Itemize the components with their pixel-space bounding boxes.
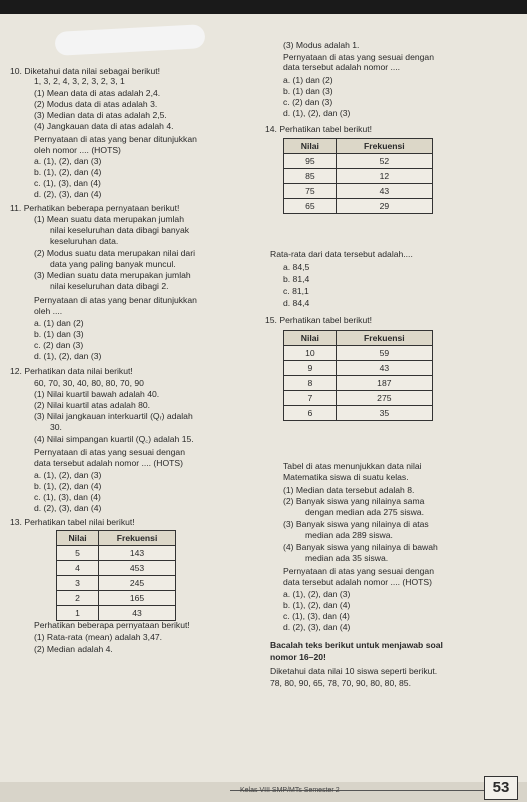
table-cell: 7: [284, 391, 337, 406]
q15-after-2: Matematika siswa di suatu kelas.: [283, 472, 409, 482]
q14-stem: 14. Perhatikan tabel berikut!: [265, 124, 373, 134]
table-cell: 43: [99, 606, 176, 621]
table-row: [284, 406, 433, 421]
table-cell: 35: [336, 406, 432, 421]
q12-option-d: d. (2), (3), dan (4): [34, 503, 102, 513]
footer-text: Kelas VIII SMP/MTs Semester 2: [240, 787, 340, 794]
table-row: [284, 184, 433, 199]
q15-statement-2b: dengan median ada 275 siswa.: [305, 507, 424, 517]
table-row: [284, 361, 433, 376]
q11-option-b: b. (1) dan (3): [34, 329, 84, 339]
q12-stem: 12. Perhatikan data nilai berikut!: [10, 366, 133, 376]
q14-table: [283, 138, 433, 214]
table-cell: 6: [284, 406, 337, 421]
table-cell: 10: [284, 346, 337, 361]
table-cell: 8: [284, 376, 337, 391]
table-header: Frekuensi: [336, 331, 432, 346]
q10-statement-1: (1) Mean data di atas adalah 2,4.: [34, 88, 161, 98]
q15-option-a: a. (1), (2), dan (3): [283, 589, 351, 599]
q12-option-a: a. (1), (2), dan (3): [34, 470, 102, 480]
table-cell: 95: [284, 154, 337, 169]
table-cell: 29: [336, 199, 432, 214]
q12-statement-3: (3) Nilai jangkauan interkuartil (Qᵣ) adalah: [34, 411, 193, 421]
q10-option-d: d. (2), (3), dan (4): [34, 189, 102, 199]
q13-prompt-2: data tersebut adalah nomor ....: [283, 62, 401, 72]
q13-after: Perhatikan beberapa pernyataan berikut!: [34, 620, 190, 630]
table-cell: 453: [99, 561, 176, 576]
q15-statement-2a: (2) Banyak siswa yang nilainya sama: [283, 496, 425, 506]
q11-option-a: a. (1) dan (2): [34, 318, 84, 328]
top-dark-strip: [0, 0, 527, 14]
table-cell: 4: [57, 561, 99, 576]
redaction-scribble: [54, 24, 205, 56]
table-header: Frekuensi: [99, 531, 176, 546]
q11-statement-2a: (2) Modus suatu data merupakan nilai dari: [34, 248, 195, 258]
essay-data: 78, 80, 90, 65, 78, 70, 90, 80, 80, 85.: [270, 678, 411, 688]
q10-statement-3: (3) Median data di atas adalah 2,5.: [34, 110, 167, 120]
essay-heading: Bacalah teks berikut untuk menjawab soal: [270, 640, 443, 650]
q12-option-c: c. (1), (3), dan (4): [34, 492, 101, 502]
table-row: [284, 391, 433, 406]
q12-statement-3b: 30.: [50, 422, 62, 432]
q10-prompt: Pernyataan di atas yang benar ditunjukkan: [34, 134, 197, 144]
q15-table: [283, 330, 433, 421]
table-cell: 43: [336, 184, 432, 199]
q11-stem: 11. Perhatikan beberapa pernyataan berikut!: [10, 203, 180, 213]
q11-prompt: Pernyataan di atas yang benar ditunjukkan: [34, 295, 197, 305]
table-cell: 165: [99, 591, 176, 606]
table-header: Nilai: [57, 531, 99, 546]
table-cell: 245: [99, 576, 176, 591]
table-cell: 12: [336, 169, 432, 184]
q14-option-a: a. 84,5: [283, 262, 310, 272]
q12-option-b: b. (1), (2), dan (4): [34, 481, 102, 491]
q12-prompt: Pernyataan di atas yang sesuai dengan: [34, 447, 185, 457]
q14-option-c: c. 81,1: [283, 286, 309, 296]
q12-prompt-2: data tersebut adalah nomor .... (HOTS): [34, 458, 184, 468]
table-cell: 65: [284, 199, 337, 214]
table-cell: 275: [336, 391, 432, 406]
q11-statement-1c: keseluruhan data.: [50, 236, 119, 246]
q15-prompt-2: data tersebut adalah nomor .... (HOTS): [283, 577, 433, 587]
table-cell: 85: [284, 169, 337, 184]
q13-option-a: a. (1) dan (2): [283, 75, 333, 85]
table-cell: 59: [336, 346, 432, 361]
q10-option-a: a. (1), (2), dan (3): [34, 156, 102, 166]
q11-option-d: d. (1), (2), dan (3): [34, 351, 102, 361]
q15-stem: 15. Perhatikan tabel berikut!: [265, 315, 373, 325]
table-cell: 3: [57, 576, 99, 591]
table-row: [284, 169, 433, 184]
q13-option-d: d. (1), (2), dan (3): [283, 108, 351, 118]
q10-statement-2: (2) Modus data di atas adalah 3.: [34, 99, 158, 109]
q12-statement-1: (1) Nilai kuartil bawah adalah 40.: [34, 389, 160, 399]
essay-text: Diketahui data nilai 10 siswa seperti berikut.: [270, 666, 438, 676]
q15-statement-4b: median ada 35 siswa.: [305, 553, 389, 563]
table-cell: 52: [336, 154, 432, 169]
q15-option-b: b. (1), (2), dan (4): [283, 600, 351, 610]
table-row: [284, 154, 433, 169]
table-header: Nilai: [284, 331, 337, 346]
q11-option-c: c. (2) dan (3): [34, 340, 84, 350]
table-row: [57, 591, 176, 606]
q15-after-1: Tabel di atas menunjukkan data nilai: [283, 461, 422, 471]
q14-option-d: d. 84,4: [283, 298, 310, 308]
q15-statement-1: (1) Median data tersebut adalah 8.: [283, 485, 415, 495]
q10-statement-4: (4) Jangkauan data di atas adalah 4.: [34, 121, 174, 131]
table-cell: 143: [99, 546, 176, 561]
table-header: Frekuensi: [336, 139, 432, 154]
q11-statement-2b: data yang paling banyak muncul.: [50, 259, 176, 269]
q15-prompt: Pernyataan di atas yang sesuai dengan: [283, 566, 434, 576]
table-cell: 43: [336, 361, 432, 376]
q14-prompt: Rata-rata dari data tersebut adalah....: [270, 249, 413, 259]
q12-statement-4: (4) Nilai simpangan kuartil (Q꜀) adalah 15.: [34, 434, 194, 444]
table-row: [284, 346, 433, 361]
table-row: [284, 376, 433, 391]
table-cell: 5: [57, 546, 99, 561]
table-cell: 9: [284, 361, 337, 376]
q11-statement-3a: (3) Median suatu data merupakan jumlah: [34, 270, 191, 280]
q11-prompt-2: oleh ....: [34, 306, 63, 316]
essay-heading-2: nomor 16–20!: [270, 652, 326, 662]
q10-option-b: b. (1), (2), dan (4): [34, 167, 102, 177]
q13-prompt: Pernyataan di atas yang sesuai dengan: [283, 52, 434, 62]
q13-option-b: b. (1) dan (3): [283, 86, 333, 96]
page-number: 53: [484, 776, 518, 800]
q12-data: 60, 70, 30, 40, 80, 80, 70, 90: [34, 378, 144, 388]
q13-stem: 13. Perhatikan tabel nilai berikut!: [10, 517, 135, 527]
q15-statement-3a: (3) Banyak siswa yang nilainya di atas: [283, 519, 429, 529]
q13-statement-3: (3) Modus adalah 1.: [283, 40, 360, 50]
q10-option-c: c. (1), (3), dan (4): [34, 178, 101, 188]
q11-statement-1b: nilai keseluruhan data dibagi banyak: [50, 225, 190, 235]
q10-data: 1, 3, 2, 4, 3, 2, 3, 2, 3, 1: [34, 76, 125, 86]
q11-statement-1a: (1) Mean suatu data merupakan jumlah: [34, 214, 184, 224]
q12-statement-2: (2) Nilai kuartil atas adalah 80.: [34, 400, 151, 410]
q13-statement-2: (2) Median adalah 4.: [34, 644, 113, 654]
q11-statement-3b: nilai keseluruhan data dibagi 2.: [50, 281, 169, 291]
q15-option-d: d. (2), (3), dan (4): [283, 622, 351, 632]
table-row: [284, 199, 433, 214]
q13-table: [56, 530, 176, 621]
table-cell: 2: [57, 591, 99, 606]
q10-stem: 10. Diketahui data nilai sebagai berikut!: [10, 66, 161, 76]
q15-statement-3b: median ada 289 siswa.: [305, 530, 393, 540]
table-header: Nilai: [284, 139, 337, 154]
q13-option-c: c. (2) dan (3): [283, 97, 333, 107]
table-row: [57, 546, 176, 561]
table-cell: 187: [336, 376, 432, 391]
table-row: [57, 606, 176, 621]
table-cell: 75: [284, 184, 337, 199]
table-row: [57, 561, 176, 576]
q15-statement-4a: (4) Banyak siswa yang nilainya di bawah: [283, 542, 438, 552]
q10-prompt-2: oleh nomor .... (HOTS): [34, 145, 121, 155]
q15-option-c: c. (1), (3), dan (4): [283, 611, 350, 621]
table-row: [57, 576, 176, 591]
q13-statement-1: (1) Rata-rata (mean) adalah 3,47.: [34, 632, 163, 642]
table-cell: 1: [57, 606, 99, 621]
q14-option-b: b. 81,4: [283, 274, 310, 284]
